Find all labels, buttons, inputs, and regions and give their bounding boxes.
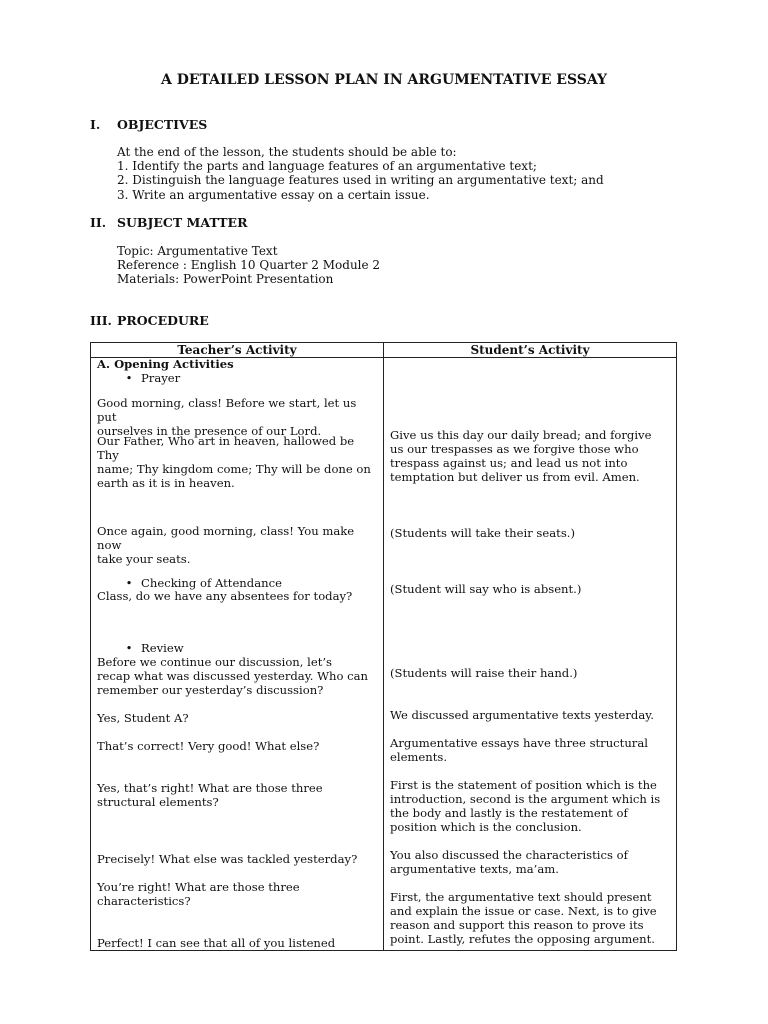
objectives-intro: At the end of the lesson, the students should be able to: — [117, 145, 457, 159]
student-line: temptation but deliver us from evil. Amen. — [390, 470, 640, 484]
student-three — [390, 736, 672, 764]
reference-line: Reference : English 10 Quarter 2 Module 2 — [117, 258, 381, 273]
student-line: First is the statement of position which is the — [390, 778, 657, 792]
teacher-line: recap what was discussed yesterday. Who can — [97, 669, 368, 683]
teacher-greeting — [97, 396, 379, 438]
review-bullet: • Review — [97, 641, 379, 655]
document-title: A DETAILED LESSON PLAN IN ARGUMENTATIVE ESSAY — [160, 72, 608, 88]
objective-item: 1. Identify the parts and language features of an argumentative text; — [117, 159, 537, 174]
student-line: Give us this day our daily bread; and forgive — [390, 428, 652, 442]
student-hand: (Students will raise their hand.) — [390, 666, 578, 680]
teacher-recap — [97, 655, 379, 697]
student-discussed: We discussed argumentative texts yesterday. — [390, 708, 654, 722]
column-divider — [383, 343, 384, 950]
teacher-seats — [97, 524, 379, 566]
teacher-line: take your seats. — [97, 552, 191, 566]
student-line: You also discussed the characteristics of — [390, 848, 628, 862]
student-absent: (Student will say who is absent.) — [390, 582, 582, 596]
student-line: and explain the issue or case. Next, is to give — [390, 904, 657, 918]
teacher-line: Good morning, class! Before we start, let us put — [97, 396, 357, 424]
subject-matter-number: II. — [90, 215, 107, 230]
teacher-line: You’re right! What are those three — [97, 880, 300, 894]
subject-matter-heading — [90, 216, 247, 230]
opening-activities-label: A. Opening Activities — [97, 357, 234, 371]
objectives-number: I. — [90, 117, 101, 132]
student-line: argumentative texts, ma’am. — [390, 862, 559, 876]
procedure-heading — [90, 314, 209, 328]
teacher-line: Once again, good morning, class! You make now — [97, 524, 355, 552]
student-line: position which is the conclusion. — [390, 820, 582, 834]
teacher-line: remember our yesterday’s discussion? — [97, 683, 324, 697]
objectives-list — [117, 145, 604, 202]
teacher-line: name; Thy kingdom come; Thy will be done on — [97, 462, 371, 476]
student-line: Argumentative essays have three structural — [390, 736, 648, 750]
student-seats: (Students will take their seats.) — [390, 526, 575, 540]
student-characteristics — [390, 848, 672, 876]
teacher-student-a: Yes, Student A? — [97, 711, 189, 725]
materials-line: Materials: PowerPoint Presentation — [117, 272, 334, 287]
objectives-title: OBJECTIVES — [117, 117, 208, 132]
student-line: us our trespasses as we forgive those who — [390, 442, 639, 456]
teacher-line: ourselves in the presence of our Lord. — [97, 424, 322, 438]
objectives-heading — [90, 118, 207, 132]
teacher-line: structural elements? — [97, 795, 219, 809]
prayer-bullet: • Prayer — [97, 371, 379, 385]
subject-matter-details — [117, 244, 380, 287]
objective-item: 3. Write an argumentative essay on a certain issue. — [117, 187, 430, 202]
student-line: reason and support this reason to prove its — [390, 918, 644, 932]
teacher-line: Before we continue our discussion, let’s — [97, 655, 332, 669]
teacher-line: characteristics? — [97, 894, 191, 908]
student-line: elements. — [390, 750, 448, 764]
attendance-bullet: • Checking of Attendance — [97, 576, 379, 590]
student-bread — [390, 428, 672, 484]
teacher-right — [97, 781, 379, 809]
student-first — [390, 778, 672, 834]
teacher-precisely: Precisely! What else was tackled yesterday? — [97, 852, 358, 866]
teacher-activity-header: Teacher’s Activity — [177, 343, 297, 357]
teacher-line: earth as it is in heaven. — [97, 476, 235, 490]
procedure-number: III. — [90, 313, 112, 328]
student-line: trespass against us; and lead us not into — [390, 456, 628, 470]
teacher-correct: That’s correct! Very good! What else? — [97, 739, 320, 753]
objective-item: 2. Distinguish the language features used in writing an argumentative text; and — [117, 173, 604, 188]
topic-line: Topic: Argumentative Text — [117, 244, 278, 258]
student-activity-header: Student’s Activity — [470, 343, 590, 357]
teacher-our-father — [97, 434, 379, 490]
student-first-text — [390, 890, 672, 946]
teacher-perfect: Perfect! I can see that all of you listened — [97, 936, 336, 950]
procedure-title: PROCEDURE — [117, 313, 209, 328]
teacher-line: Yes, that’s right! What are those three — [97, 781, 323, 795]
student-line: point. Lastly, refutes the opposing argument. — [390, 932, 655, 946]
teacher-youre-right — [97, 880, 379, 908]
student-line: First, the argumentative text should present — [390, 890, 652, 904]
student-line: introduction, second is the argument which is — [390, 792, 661, 806]
procedure-table — [90, 342, 677, 951]
teacher-line: Our Father, Who art in heaven, hallowed be Thy — [97, 434, 355, 462]
student-line: the body and lastly is the restatement of — [390, 806, 628, 820]
teacher-absentees: Class, do we have any absentees for today? — [97, 589, 353, 603]
subject-matter-title: SUBJECT MATTER — [117, 215, 248, 230]
